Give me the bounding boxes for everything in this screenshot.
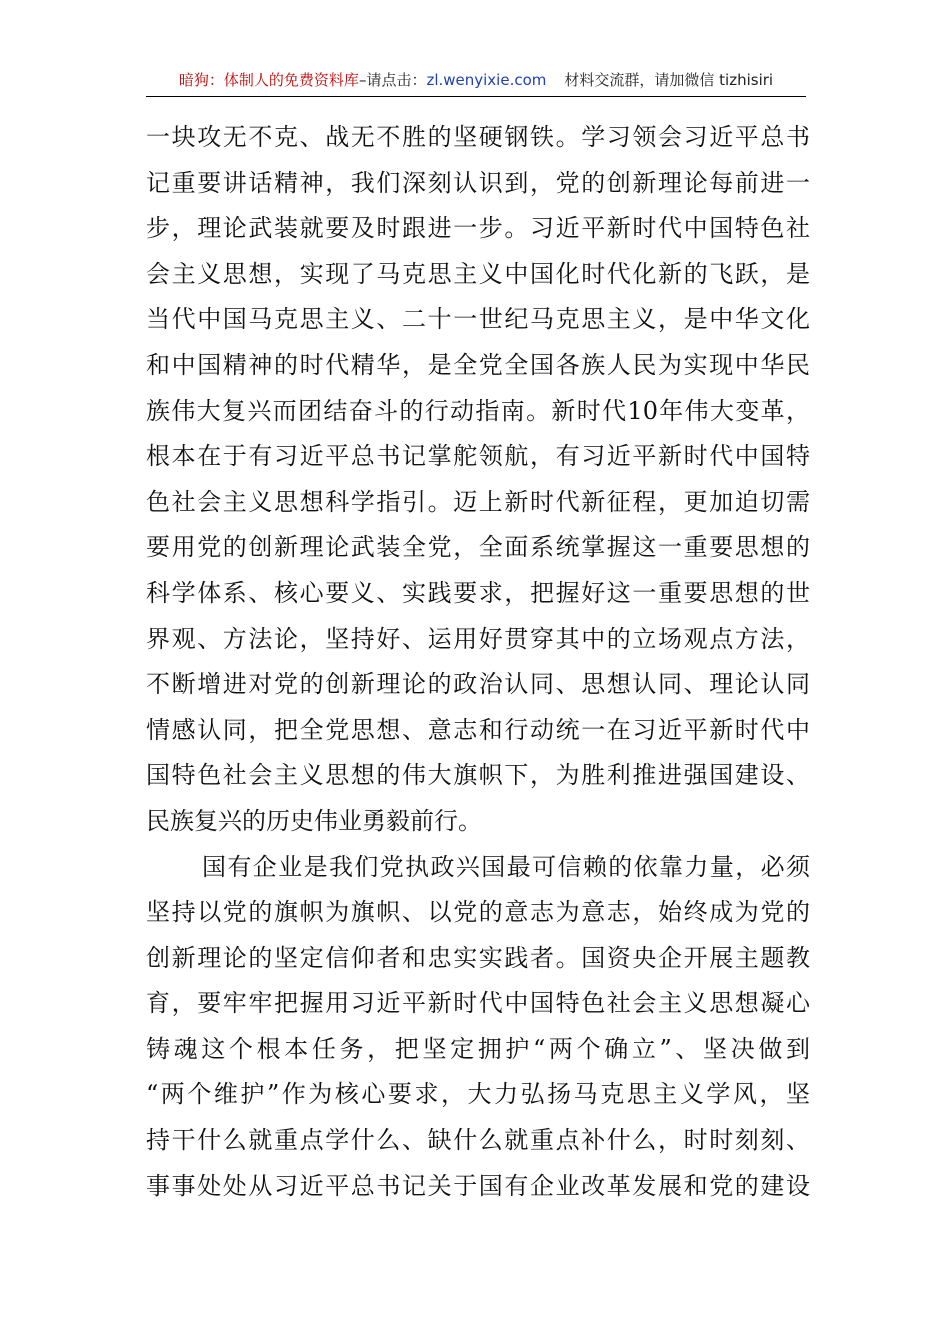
- paragraph-2: [146, 845, 810, 1210]
- text-line: 界观、方法论，坚持好、运用好贯穿其中的立场观点方法，: [146, 624, 810, 653]
- text-line: 当代中国马克思主义、二十一世纪马克思主义，是中华文化: [146, 305, 810, 334]
- text-line: 科学体系、核心要义、实践要求，把握好这一重要思想的世: [146, 578, 810, 607]
- text-line: “两个维护”作为核心要求，大力弘扬马克思主义学风，坚: [146, 1080, 810, 1109]
- text-line: 族伟大复兴而团结奋斗的行动指南。新时代10年伟大变革，: [146, 396, 810, 425]
- text-line: 一块攻无不克、战无不胜的坚硬钢铁。学习领会习近平总书: [146, 123, 810, 151]
- text-line: 创新理论的坚定信仰者和忠实实践者。国资央企开展主题教: [146, 943, 810, 972]
- paragraph-1: [146, 115, 810, 845]
- header-contact: 材料交流群，请加微信 tizhisiri: [564, 71, 774, 89]
- text-line: 坚持以党的旗帜为旗帜、以党的意志为意志，始终成为党的: [146, 898, 810, 927]
- text-line: 要用党的创新理论武装全党，全面系统掌握这一重要思想的: [146, 533, 810, 562]
- header-url-link[interactable]: zl.wenyixie.com: [426, 71, 547, 89]
- text-line: 育，要牢牢把握用习近平新时代中国特色社会主义思想凝心: [146, 989, 810, 1018]
- document-body: [146, 115, 810, 1209]
- text-line: 根本在于有习近平总书记掌舵领航，有习近平新时代中国特: [146, 442, 810, 471]
- text-line: 铸魂这个根本任务，把坚定拥护“两个确立”、坚决做到: [146, 1034, 810, 1063]
- text-line: 记重要讲话精神，我们深刻认识到，党的创新理论每前进一: [146, 168, 810, 197]
- page-header: [146, 66, 806, 97]
- text-line: 和中国精神的时代精华，是全党全国各族人民为实现中华民: [146, 350, 810, 379]
- header-brand: 暗狗：体制人的免费资料库: [178, 71, 359, 89]
- text-line: 色社会主义思想科学指引。迈上新时代新征程，更加迫切需: [146, 487, 810, 516]
- text-line: 国有企业是我们党执政兴国最可信赖的依靠力量，必须: [202, 852, 810, 881]
- text-line: 情感认同，把全党思想、意志和行动统一在习近平新时代中: [146, 715, 810, 744]
- text-line: 民族复兴的历史伟业勇毅前行。: [146, 806, 482, 835]
- header-separator: –请点击：: [358, 71, 427, 89]
- text-line: 持干什么就重点学什么、缺什么就重点补什么，时时刻刻、: [146, 1126, 810, 1155]
- text-line: 国特色社会主义思想的伟大旗帜下，为胜利推进强国建设、: [146, 761, 810, 790]
- text-line: 步，理论武装就要及时跟进一步。习近平新时代中国特色社: [146, 214, 810, 243]
- text-line: 事事处处从习近平总书记关于国有企业改革发展和党的建设: [146, 1171, 810, 1200]
- text-line: 不断增进对党的创新理论的政治认同、思想认同、理论认同: [146, 670, 810, 699]
- text-line: 会主义思想，实现了马克思主义中国化时代化新的飞跃，是: [146, 259, 810, 288]
